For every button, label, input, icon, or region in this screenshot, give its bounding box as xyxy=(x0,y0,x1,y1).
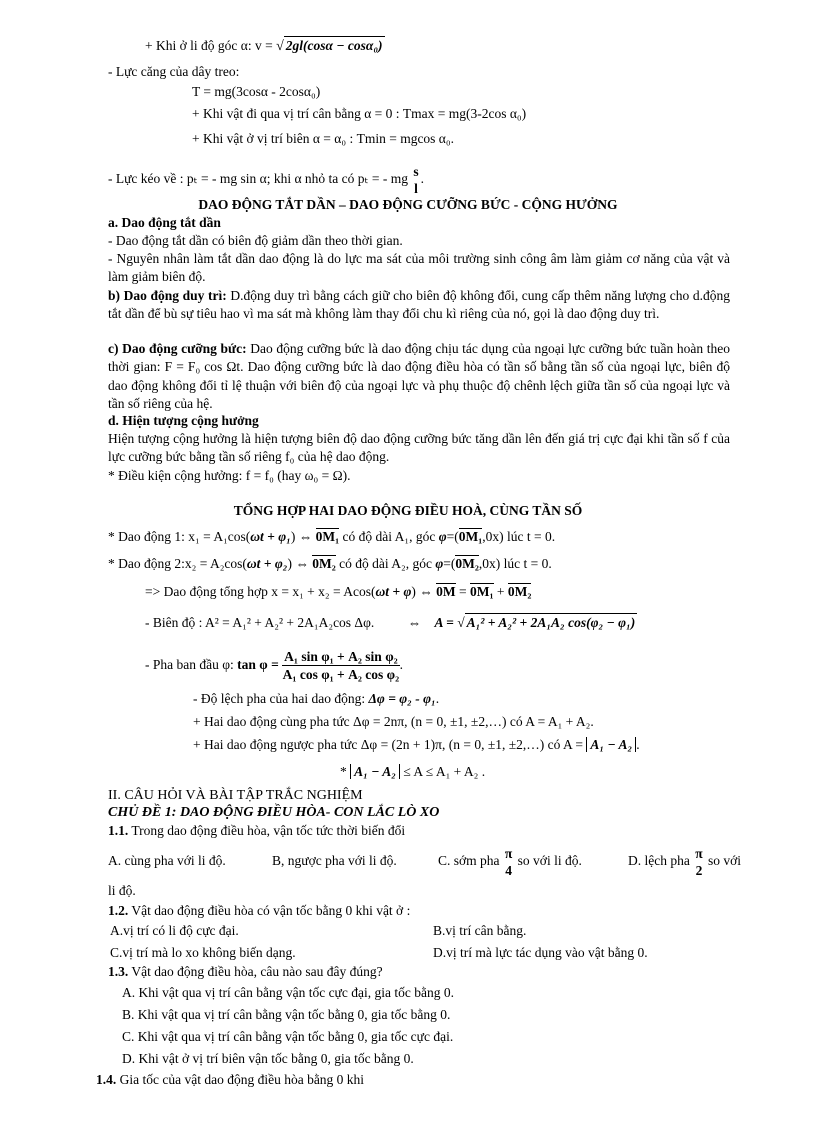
oscillation-2: * Dao động 2:x₂ = A₂cos(ωt + φ₂) ⇔ 0M₂ có độ dài A₂, góc φ=(0M₂,0x) lúc t = 0. xyxy=(108,556,552,571)
oscillation-1: * Dao động 1: x₁ = A₁cos(ωt + φ₁) ⇔ 0M₁ có độ dài A₁, góc φ=(0M₁,0x) lúc t = 0. xyxy=(108,529,556,544)
section-title-synthesis: TỔNG HỢP HAI DAO ĐỘNG ĐIỀU HOÀ, CÙNG TẦN SỐ xyxy=(233,503,583,518)
phase-fraction: $\frac{\text{A₁ sin φ₁ + A₂ sin φ₂}}{\text{A₁ cos φ₁ + A₂ cos φ₂}}$ xyxy=(282,649,400,683)
resonance-condition: * Điều kiện cộng hưởng: f = f₀ (hay ω₀ = Ω). xyxy=(108,468,351,483)
amplitude-formula: - Biên độ : A² = A₁² + A₂² + 2A₁A₂cos Δφ. ⇔ A = √ A₁² + A₂² + 2A₁A₂ cos(φ₂ − φ₁) xyxy=(145,615,636,630)
resonance-paragraph: Hiện tượng cộng hưởng là hiện tượng biên độ dao động cưỡng bức tăng dần lên đến giá trị cực đại khi tần số f của lực cưỡng bức bằng tần số riêng f₀ của hệ dao động. xyxy=(108,431,730,465)
q1-3-option-d[interactable]: D. Khi vật ở vị trí biên vận tốc bằng 0, gia tốc bằng 0. xyxy=(122,1051,414,1066)
question-1-1: 1.1. Trong dao động điều hòa, vận tốc tức thời biến đổi xyxy=(108,823,406,838)
q1-2-option-b[interactable]: B.vị trí cân bằng. xyxy=(433,923,527,938)
damped-a-line2: - Nguyên nhân làm tắt dần dao động là do lực ma sát của môi trường sinh công âm làm giảm cơ năng của vật và làm giảm biên độ. xyxy=(108,251,730,285)
q1-1-option-d[interactable]: D. lệch pha π 2 so với xyxy=(628,846,742,878)
resultant-oscillation: => Dao động tổng hợp x = x₁ + x₂ = Acos(ωt + φ) ⇔ 0M = 0M₁ + 0M₂ xyxy=(145,584,532,599)
sustained-paragraph: b) Dao động duy trì: D.động duy trì bằng cách giữ cho biên độ không đổi, cung cấp thêm năng lượng cho d.động tắt dần để bù sự tiêu hao vì ma sát mà không làm thay đổi chu kì riêng của nó, gọi là dao động duy trì. xyxy=(108,288,730,322)
tension-formula: T = mg(3cosα - 2cosα₀) xyxy=(192,84,321,99)
pi-over-2: π 2 xyxy=(695,846,703,878)
q1-1-option-b[interactable]: B, ngược pha với li độ. xyxy=(272,853,397,868)
q1-1-option-a[interactable]: A. cùng pha với li độ. xyxy=(108,853,226,868)
velocity-formula: 2gl(cosα − cosα₀) xyxy=(285,38,383,53)
phase-difference: - Độ lệch pha của hai dao động: Δφ = φ₂ - φ₁. xyxy=(193,691,440,706)
tension-min: + Khi vật ở vị trí biên α = α₀ : Tmin = mgcos α₀. xyxy=(192,131,454,146)
tension-max: + Khi vật đi qua vị trí cân bằng α = 0 : Tmax = mg(3-2cos α₀) xyxy=(192,106,527,121)
heading-resonance: d. Hiện tượng cộng hưởng xyxy=(108,413,259,428)
q1-2-option-d[interactable]: D.vị trí mà lực tác dụng vào vật bằng 0. xyxy=(433,945,648,960)
topic-title: CHỦ ĐỀ 1: DAO ĐỘNG ĐIỀU HÒA- CON LẮC LÒ XO xyxy=(108,805,440,820)
initial-phase-formula: - Pha ban đầu φ: tan φ = $\frac{\text{A₁ sin φ₁ + A₂ sin φ₂}}{\text{A₁ cos φ₁ + A₂ cos φ₂}}$ . xyxy=(145,649,404,683)
q1-2-option-a[interactable]: A.vị trí có li độ cực đại. xyxy=(110,923,239,938)
q1-2-option-c[interactable]: C.vị trí mà lo xo không biến dạng. xyxy=(110,945,296,960)
forced-paragraph: c) Dao động cưỡng bức: Dao động cưỡng bức là dao động chịu tác dụng của ngoại lực cưỡng bức tuần hoàn theo thời gian: F = F₀ cos Ωt. Dao động cưỡng bức là dao động điều hòa có tần số bằng tần số của ngoại lực, biên độ dao động không đổi tỉ lệ thuận với biên độ của ngoại lực và phụ thuộc độ chênh lệch giữa tần số của ngoại lực và tần số riêng của hệ. xyxy=(108,341,730,411)
velocity-line: + Khi ở li độ góc α: v = √ 2gl(cosα − cosα₀) xyxy=(145,38,383,54)
damped-a-line1: - Dao động tắt dần có biên độ giảm dần theo thời gian. xyxy=(108,233,403,248)
in-phase-case: + Hai dao động cùng pha tức Δφ = 2nπ, (n = 0, ±1, ±2,…) có A = A₁ + A₂. xyxy=(193,714,594,729)
section-title-damped: DAO ĐỘNG TẮT DẦN – DAO ĐỘNG CƯỠNG BỨC - CỘNG HƯỞNG xyxy=(198,197,618,212)
amplitude-range: * A₁ − A₂ ≤ A ≤ A₁ + A₂ . xyxy=(340,764,486,779)
q1-3-option-c[interactable]: C. Khi vật qua vị trí cân bằng vận tốc bằng 0, gia tốc cực đại. xyxy=(122,1029,454,1044)
heading-damped-a: a. Dao động tắt dần xyxy=(108,215,221,230)
question-1-4: 1.4. Gia tốc của vật dao động điều hòa bằng 0 khi xyxy=(96,1072,365,1087)
restoring-force: - Lực kéo về : pₜ = - mg sin α; khi α nhỏ ta có pₜ = - mg s l . xyxy=(108,164,424,196)
pi-over-4: π 4 xyxy=(504,846,513,878)
question-1-2: 1.2. Vật dao động điều hòa có vận tốc bằng 0 khi vật ở : xyxy=(108,903,411,918)
q1-3-option-b[interactable]: B. Khi vật qua vị trí cân bằng vận tốc bằng 0, gia tốc bằng 0. xyxy=(122,1007,451,1022)
tension-heading: - Lực căng của dây treo: xyxy=(108,64,240,79)
section-title-quiz: II. CÂU HỎI VÀ BÀI TẬP TRẮC NGHIỆM xyxy=(108,788,363,803)
fraction-s-over-l: s l xyxy=(413,164,419,196)
anti-phase-case: + Hai dao động ngược pha tức Δφ = (2n + 1)π, (n = 0, ±1, ±2,…) có A = A₁ − A₂ . xyxy=(193,737,640,752)
q1-1-option-c[interactable]: C. sớm pha π 4 so với li độ. xyxy=(438,846,582,878)
question-1-3: 1.3. Vật dao động điều hòa, câu nào sau đây đúng? xyxy=(108,964,383,979)
q1-1-option-d-wrap: li độ. xyxy=(108,883,136,898)
q1-3-option-a[interactable]: A. Khi vật qua vị trí cân bằng vận tốc cực đại, gia tốc bằng 0. xyxy=(122,985,454,1000)
